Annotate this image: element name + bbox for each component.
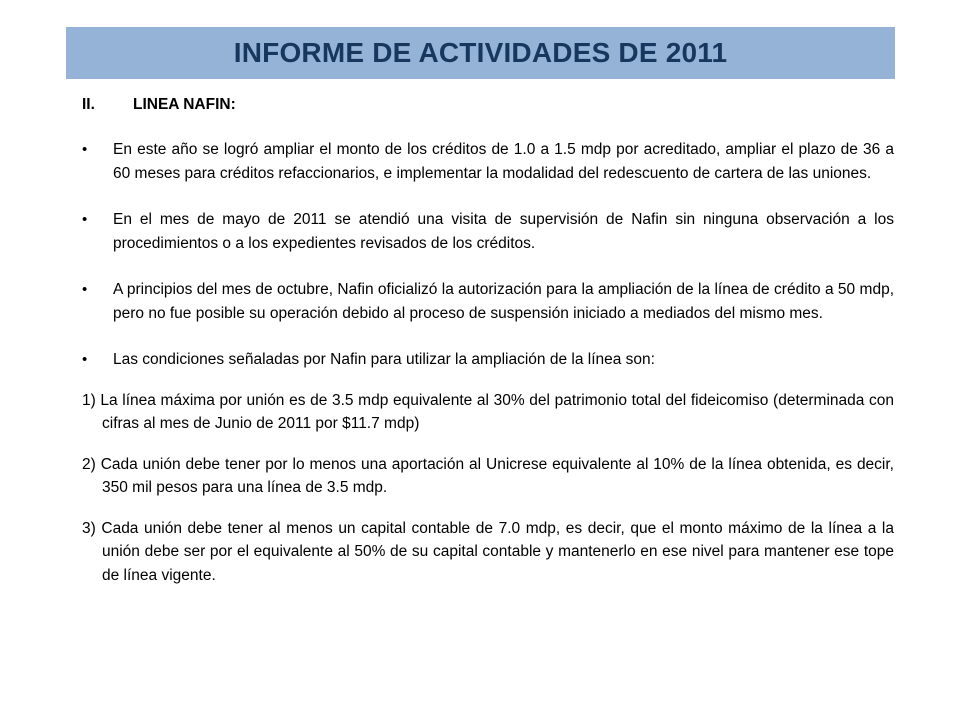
bullet-text: En este año se logró ampliar el monto de los créditos de 1.0 a 1.5 mdp por acreditado, ampliar el plazo de 36 a 60 meses para créditos refaccionarios, e implementar la modalidad del redescuento de cartera de las uniones. [113, 141, 894, 182]
section-number: II. [82, 96, 95, 113]
bullet-text: Las condiciones señaladas por Nafin para utilizar la ampliación de la línea son: [113, 351, 655, 368]
section-label: LINEA NAFIN: [133, 96, 236, 113]
bullet-text: En el mes de mayo de 2011 se atendió una visita de supervisión de Nafin sin ninguna observación a los procedimientos o a los expedientes revisados de los créditos. [113, 211, 894, 252]
page-title: INFORME DE ACTIVIDADES DE 2011 [233, 37, 728, 68]
bullet-text: A principios del mes de octubre, Nafin oficializó la autorización para la ampliación de la línea de crédito a 50 mdp, pero no fue posible su operación debido al proceso de suspensión iniciado a mediados del mismo mes. [113, 281, 894, 322]
bullet-paragraph [82, 208, 894, 255]
condition-item: 3) Cada unión debe tener al menos un capital contable de 7.0 mdp, es decir, que el monto máximo de la línea a la unión debe ser por el equivalente al 50% de su capital contable y mantenerlo en ese nivel para mantener ese tope de línea vigente. [82, 519, 894, 584]
bullet-icon: • [82, 141, 88, 158]
condition-item: 2) Cada unión debe tener por lo menos una aportación al Unicrese equivalente al 10% de la línea obtenida, es decir, 350 mil pesos para una línea de 3.5 mdp. [82, 455, 894, 496]
section-heading [82, 96, 894, 118]
bullet-paragraph [82, 278, 894, 325]
bullet-icon: • [82, 351, 88, 368]
title-banner [66, 27, 895, 79]
bullet-icon: • [82, 281, 88, 298]
condition-item: 1) La línea máxima por unión es de 3.5 mdp equivalente al 30% del patrimonio total del fideicomiso (determinada con cifras al mes de Junio de 2011 por $11.7 mdp) [82, 391, 894, 432]
bullet-paragraph [82, 348, 894, 372]
bullet-paragraph [82, 138, 894, 185]
document-body [82, 96, 894, 587]
bullet-icon: • [82, 211, 88, 228]
